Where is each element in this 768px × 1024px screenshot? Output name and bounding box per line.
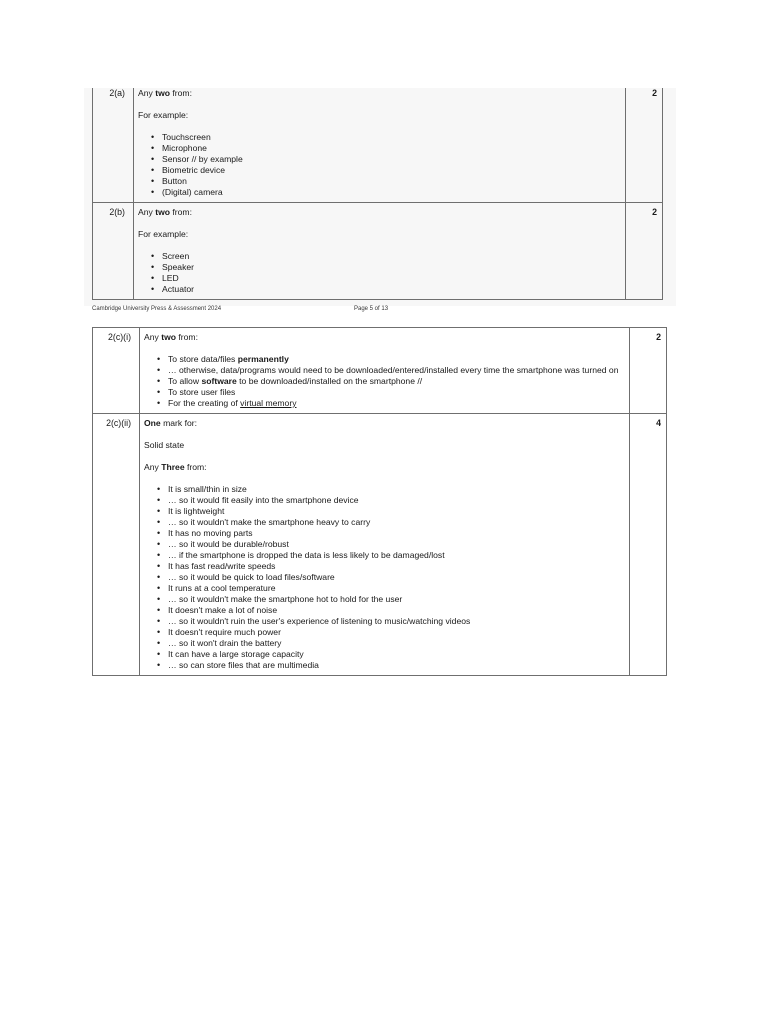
marks-cell: 4 bbox=[630, 414, 667, 676]
list-item: • Button bbox=[151, 176, 619, 187]
answer-list bbox=[138, 251, 619, 295]
list-item: • … so it won't drain the battery bbox=[157, 638, 623, 649]
question-number: 2(b) bbox=[93, 203, 134, 300]
question-number: 2(c)(ii) bbox=[93, 414, 140, 676]
footer-copyright: Cambridge University Press & Assessment 2024 bbox=[92, 306, 222, 312]
list-item: • Microphone bbox=[151, 143, 619, 154]
list-item: • … so it wouldn't ruin the user's experience of listening to music/watching videos bbox=[157, 616, 623, 627]
answer-list bbox=[144, 484, 623, 671]
list-item: • It is lightweight bbox=[157, 506, 623, 517]
table-row-2b bbox=[93, 203, 663, 300]
list-item: • (Digital) camera bbox=[151, 187, 619, 198]
question-number: 2(c)(i) bbox=[93, 328, 140, 414]
mark-scheme-table-page-6 bbox=[92, 327, 667, 676]
list-item: • Actuator bbox=[151, 284, 619, 295]
list-item: • … so it wouldn't make the smartphone hot to hold for the user bbox=[157, 594, 623, 605]
list-item: • To allow software to be downloaded/installed on the smartphone // bbox=[157, 376, 623, 387]
list-item: • To store data/files permanently bbox=[157, 354, 623, 365]
marks-cell: 2 bbox=[626, 203, 663, 300]
list-item: • To store user files bbox=[157, 387, 623, 398]
list-item: • It is small/thin in size bbox=[157, 484, 623, 495]
table-row-2ci bbox=[93, 328, 667, 414]
answer-cell: Any two from: • To store data/files permanently • … otherwise, data/programs would need to be downloaded/entered/installed every time the smartphone was turned on • To allow software to be downloaded/installed on the smartphone // • To store user files • For the creating of virtual memory bbox=[140, 328, 630, 414]
list-item: • It doesn't make a lot of noise bbox=[157, 605, 623, 616]
marks-cell: 2 bbox=[626, 88, 663, 203]
list-item: • It can have a large storage capacity bbox=[157, 649, 623, 660]
example-label: For example: bbox=[138, 110, 189, 120]
marks-cell: 2 bbox=[630, 328, 667, 414]
list-item: • Sensor // by example bbox=[151, 154, 619, 165]
list-item: • Touchscreen bbox=[151, 132, 619, 143]
answer-cell: Any two from: For example: • Screen • Speaker • LED • Actuator bbox=[134, 203, 626, 300]
answer-text: Solid state bbox=[144, 440, 185, 450]
list-item: • … so can store files that are multimedia bbox=[157, 660, 623, 671]
list-item: • … otherwise, data/programs would need to be downloaded/entered/installed every time the smartphone was turned on bbox=[157, 365, 623, 376]
list-item: • LED bbox=[151, 273, 619, 284]
list-item: • It has no moving parts bbox=[157, 528, 623, 539]
list-item: • … so it would be quick to load files/software bbox=[157, 572, 623, 583]
table-row-2cii bbox=[93, 414, 667, 676]
answer-list bbox=[144, 354, 623, 409]
footer-page-number: Page 5 of 13 bbox=[354, 306, 389, 312]
list-item: • … so it would be durable/robust bbox=[157, 539, 623, 550]
page-footer bbox=[92, 306, 666, 318]
list-item: • Speaker bbox=[151, 262, 619, 273]
list-item: • … if the smartphone is dropped the data is less likely to be damaged/lost bbox=[157, 550, 623, 561]
list-item: • … so it would fit easily into the smartphone device bbox=[157, 495, 623, 506]
answer-list bbox=[138, 132, 619, 198]
mark-scheme-table-page-5 bbox=[92, 88, 663, 300]
list-item: • … so it wouldn't make the smartphone heavy to carry bbox=[157, 517, 623, 528]
list-item: • For the creating of virtual memory bbox=[157, 398, 623, 409]
list-item: • It has fast read/write speeds bbox=[157, 561, 623, 572]
list-item: • It runs at a cool temperature bbox=[157, 583, 623, 594]
list-item: • Screen bbox=[151, 251, 619, 262]
answer-cell: One mark for: Solid state Any Three from: • It is small/thin in size • … so it would fit easily into the smartphone device • It is lightweight • … so it wouldn't make the smartphone heavy to carry • It has no moving parts • … so it would be durable/robust • … if the smartphone is dropped the data is less likely to be damaged/lost • It has fast read/write speeds • … so it would be quick to load files/software • It runs at a cool temperature • … so it wouldn't make the smartphone hot to hold for the user • It doesn't make a lot of noise • … so it wouldn't ruin the user's experience of listening to music/watching videos • It doesn't require much power • … so it won't drain the battery • It can have a large storage capacity • … so can store files that are multimedia bbox=[140, 414, 630, 676]
list-item: • It doesn't require much power bbox=[157, 627, 623, 638]
list-item: • Biometric device bbox=[151, 165, 619, 176]
example-label: For example: bbox=[138, 229, 189, 239]
question-number: 2(a) bbox=[93, 88, 134, 203]
table-row-2a bbox=[93, 88, 663, 203]
answer-cell: Any two from: For example: • Touchscreen • Microphone • Sensor // by example • Biometric device • Button • (Digital) camera bbox=[134, 88, 626, 203]
